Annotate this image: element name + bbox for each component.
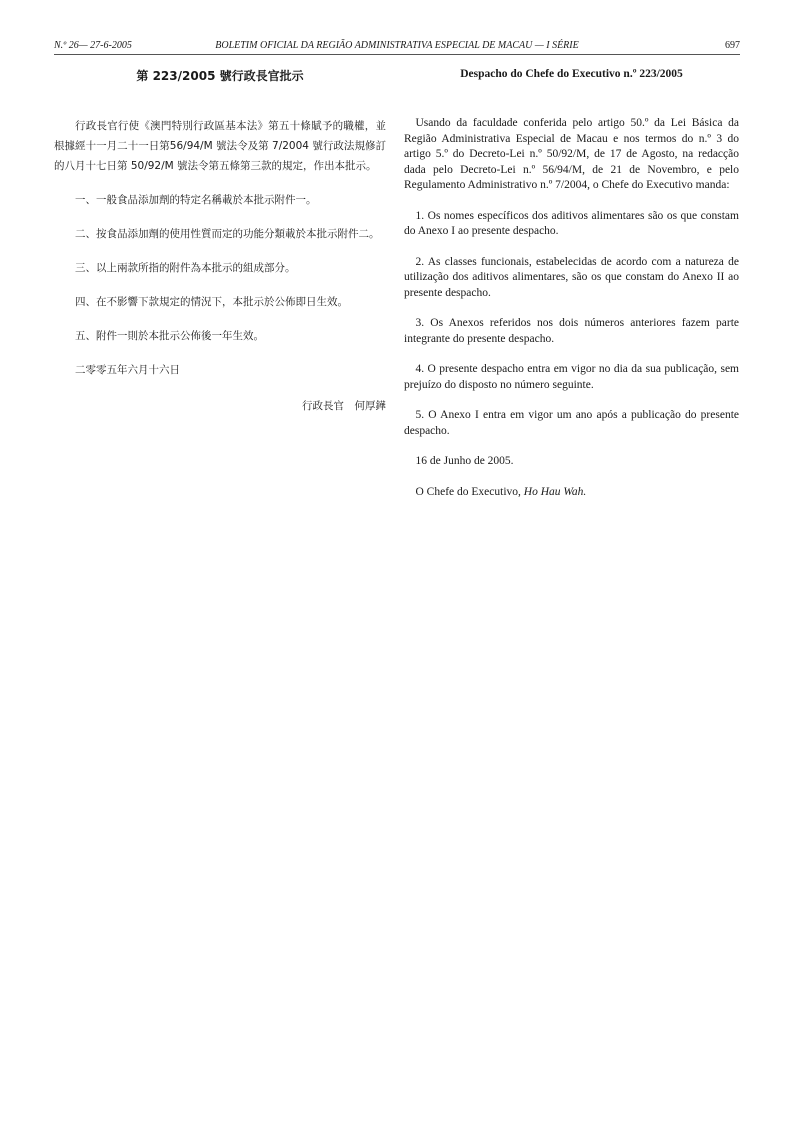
- portuguese-clause-4: 4. O presente despacho entra em vigor no dia da sua publicação, sem prejuízo do disposto no número seguinte.: [404, 363, 739, 391]
- chinese-date: 二零零五年六月十六日: [75, 364, 180, 376]
- portuguese-clause-3: 3. Os Anexos referidos nos dois números anteriores fazem parte integrante do presente despacho.: [404, 317, 739, 345]
- chinese-preamble: 行政長官行使《澳門特別行政區基本法》第五十條賦予的職權，並根據經十一月二十一日第56/94/M 號法令及第 7/2004 號行政法規修訂的八月十七日第 50/92/M 號法令第五條第三款的規定，作出本批示。: [54, 120, 386, 172]
- portuguese-signature-name: Ho Hau Wah.: [523, 485, 587, 498]
- page-number: 697: [725, 40, 740, 51]
- portuguese-title: Despacho do Chefe do Executivo n.º 223/2005: [460, 68, 683, 80]
- issue-number-date: N.º 26— 27-6-2005: [54, 40, 132, 51]
- chinese-clause-3: 三、以上兩款所指的附件為本批示的組成部分。: [75, 262, 296, 274]
- portuguese-signature: [404, 485, 739, 501]
- chinese-clause-1: 一、一般食品添加劑的特定名稱載於本批示附件一。: [75, 194, 317, 206]
- page-header: [54, 38, 740, 55]
- portuguese-preamble: Usando da faculdade conferida pelo artigo 50.º da Lei Básica da Região Administrativa Especial de Macau e nos termos do n.º 3 do artigo 5.º do Decreto-Lei n.º 50/92/M, de 17 de Agosto, na redacção dada pelo Decreto-Lei n.º 56/94/M, de 21 de Novembro, e pelo Regulamento Administrativo n.º 7/2004, o Chefe do Executivo manda:: [404, 117, 739, 191]
- chinese-column: [54, 66, 386, 416]
- chinese-clause-5: 五、附件一則於本批示公佈後一年生效。: [75, 330, 264, 342]
- chinese-clause-4: 四、在不影響下款規定的情況下，本批示於公佈即日生效。: [75, 296, 348, 308]
- chinese-signature: 行政長官 何厚鏵: [302, 400, 386, 412]
- portuguese-clause-2: 2. As classes funcionais, estabelecidas de acordo com a natureza de utilização dos aditivos alimentares, são os que constam do Anexo II ao presente despacho.: [404, 255, 739, 299]
- portuguese-column: [404, 66, 739, 500]
- portuguese-date: 16 de Junho de 2005.: [415, 455, 514, 467]
- chinese-title: 第 223/2005 號行政長官批示: [136, 69, 304, 83]
- publication-title: BOLETIM OFICIAL DA REGIÃO ADMINISTRATIVA ESPECIAL DE MACAU — I SÉRIE: [215, 40, 579, 51]
- chinese-clause-2: 二、按食品添加劑的使用性質而定的功能分類載於本批示附件二。: [75, 228, 380, 240]
- portuguese-clause-1: 1. Os nomes específicos dos aditivos alimentares são os que constam do Anexo I ao presente despacho.: [404, 209, 739, 237]
- portuguese-signature-label: O Chefe do Executivo,: [415, 485, 521, 498]
- portuguese-clause-5: 5. O Anexo I entra em vigor um ano após a publicação do presente despacho.: [404, 409, 739, 437]
